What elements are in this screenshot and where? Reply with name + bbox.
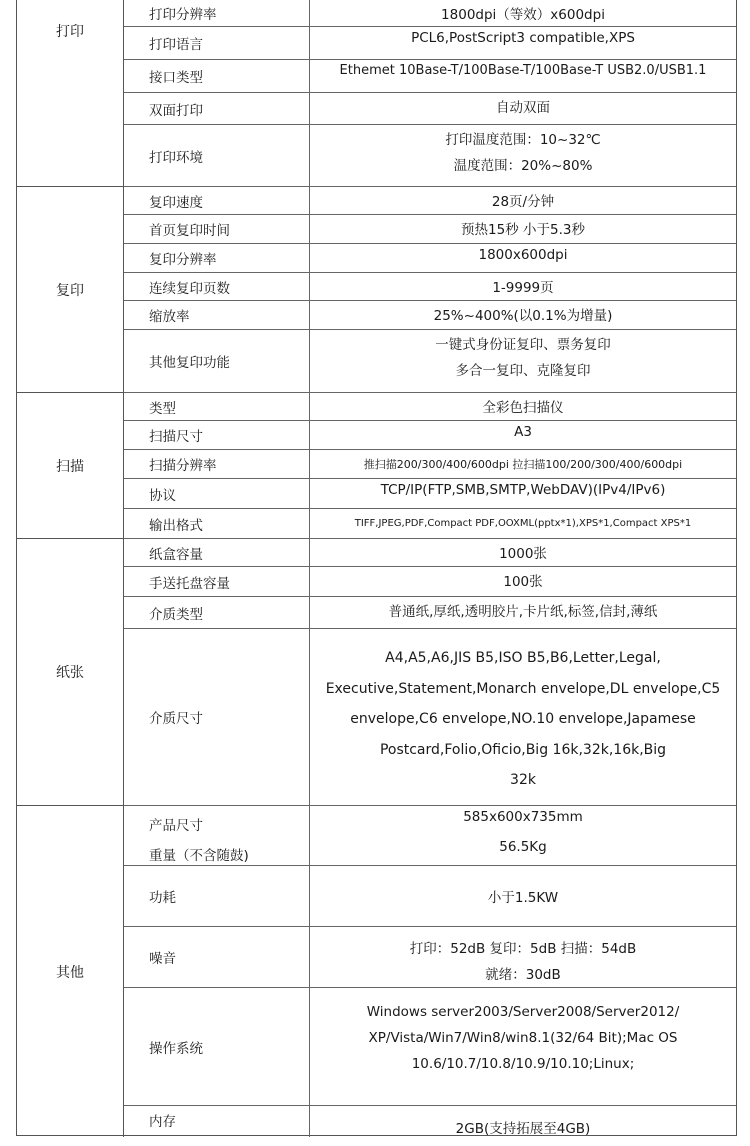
row-value: TCP/IP(FTP,SMB,SMTP,WebDAV)(IPv4/IPv6) [310,479,736,509]
row-value: 预热15秒 小于5.3秒 [310,215,736,244]
row-label: 缩放率 [124,301,310,330]
row-label: 打印语言 [124,27,310,60]
row-value: 1000张 [310,539,736,567]
row-label: 噪音 [124,927,310,988]
row-value: 小于1.5KW [310,866,736,927]
row-value: PCL6,PostScript3 compatible,XPS [310,27,736,60]
row-label: 打印分辨率 [124,0,310,27]
row-label: 介质类型 [124,597,310,629]
row-value: A3 [310,421,736,450]
row-label: 产品尺寸 重量（不含随鼓) [124,806,310,866]
category-paper: 纸张 [17,539,124,806]
row-label: 类型 [124,393,310,421]
spec-table [16,0,737,1136]
row-value: 100张 [310,567,736,597]
row-label: 接口类型 [124,60,310,93]
row-label: 手送托盘容量 [124,567,310,597]
category-print: 打印 [17,0,124,187]
row-label: 打印环境 [124,125,310,187]
row-label: 内存 [124,1106,310,1137]
row-label: 首页复印时间 [124,215,310,244]
category-scan: 扫描 [17,393,124,539]
row-value: 普通纸,厚纸,透明胶片,卡片纸,标签,信封,薄纸 [310,597,736,629]
row-value: A4,A5,A6,JIS B5,ISO B5,B6,Letter,Legal, Executive,Statement,Monarch envelope,DL envelope,C5 envelope,C6 envelope,NO.10 envelope,Japamese Postcard,Folio,Oficio,Big 16k,32k,16k,Big 32k [310,629,736,806]
row-label: 复印分辨率 [124,244,310,273]
row-label: 其他复印功能 [124,330,310,393]
row-value: 585x600x735mm 56.5Kg [310,806,736,866]
row-label: 纸盒容量 [124,539,310,567]
row-label: 介质尺寸 [124,629,310,806]
row-value: 推扫描200/300/400/600dpi 拉扫描100/200/300/400/600dpi [310,450,736,479]
category-copy: 复印 [17,187,124,393]
row-label: 输出格式 [124,509,310,539]
row-value: 25%~400%(以0.1%为增量) [310,301,736,330]
row-label: 扫描尺寸 [124,421,310,450]
category-other: 其他 [17,806,124,1137]
row-value: 1800dpi（等效）x600dpi [310,0,736,27]
row-value: TIFF,JPEG,PDF,Compact PDF,OOXML(pptx*1),XPS*1,Compact XPS*1 [310,509,736,539]
row-value: Ethemet 10Base-T/100Base-T/100Base-T USB2.0/USB1.1 [310,60,736,93]
row-label: 复印速度 [124,187,310,215]
row-value: 打印温度范围：10~32℃ 温度范围：20%~80% [310,125,736,187]
row-label: 操作系统 [124,988,310,1106]
row-value: 自动双面 [310,93,736,125]
row-value: 全彩色扫描仪 [310,393,736,421]
row-label: 协议 [124,479,310,509]
row-label: 双面打印 [124,93,310,125]
row-label: 扫描分辨率 [124,450,310,479]
row-value: Windows server2003/Server2008/Server2012/ XP/Vista/Win7/Win8/win8.1(32/64 Bit);Mac OS 10.6/10.7/10.8/10.9/10.10;Linux; [310,988,736,1106]
row-label: 功耗 [124,866,310,927]
row-value: 28页/分钟 [310,187,736,215]
row-value: 1-9999页 [310,273,736,301]
row-value: 打印：52dB 复印：5dB 扫描：54dB 就绪：30dB [310,927,736,988]
row-value: 2GB(支持拓展至4GB) [455,1121,591,1137]
row-label: 连续复印页数 [124,273,310,301]
row-value: 1800x600dpi [310,244,736,273]
row-value: 一键式身份证复印、票务复印 多合一复印、克隆复印 [310,330,736,393]
